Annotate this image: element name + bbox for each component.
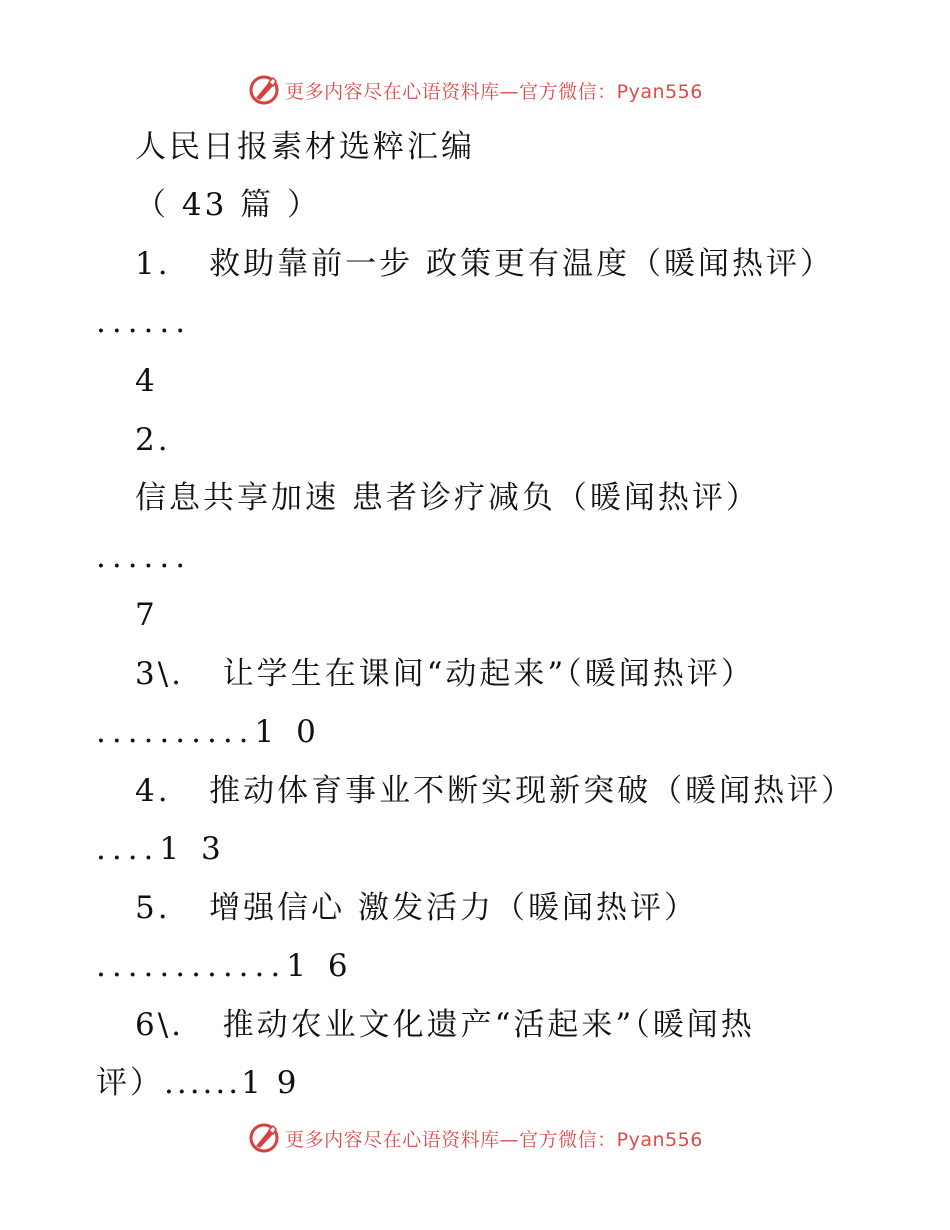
toc-entry-5: 5. 增强信心 激发活力（暖闻热评）: [135, 890, 698, 926]
toc-page-2: 7: [135, 597, 158, 633]
doc-count: （ 43 篇 ）: [135, 187, 322, 223]
watermark-banner-bottom: [0, 1118, 950, 1158]
toc-entry-2: 信息共享加速 患者诊疗减负（暖闻热评）: [135, 480, 760, 516]
toc-page-1: 4: [135, 363, 158, 399]
pen-logo-icon: [247, 73, 281, 107]
pen-logo-icon: [247, 1121, 281, 1155]
toc-entry-2-number: 2.: [135, 422, 171, 458]
toc-entry-6-cont: 评）......1 9: [96, 1065, 300, 1101]
toc-entry-1: 1. 救助靠前一步 政策更有温度（暖闻热评）: [135, 246, 834, 282]
toc-entry-4: 4. 推动体育事业不断实现新突破（暖闻热评）: [135, 773, 856, 809]
toc-leader-5: ............1 6: [96, 948, 354, 984]
toc-entry-6: 6\. 推动农业文化遗产“活起来”（暖闻热: [135, 1007, 755, 1043]
watermark-text: 更多内容尽在心语资料库—官方微信：Pyan556: [285, 80, 703, 103]
toc-entry-3: 3\. 让学生在课间“动起来”（暖闻热评）: [135, 656, 755, 692]
toc-leader-1: ......: [96, 304, 192, 340]
watermark-text: 更多内容尽在心语资料库—官方微信：Pyan556: [285, 1128, 703, 1151]
toc-leader-4: ....1 3: [96, 831, 227, 867]
toc-leader-2: ......: [96, 539, 192, 575]
toc-leader-3: ..........1 0: [96, 714, 322, 750]
doc-title: 人民日报素材选粹汇编: [135, 129, 475, 165]
watermark-banner-top: [0, 70, 950, 110]
